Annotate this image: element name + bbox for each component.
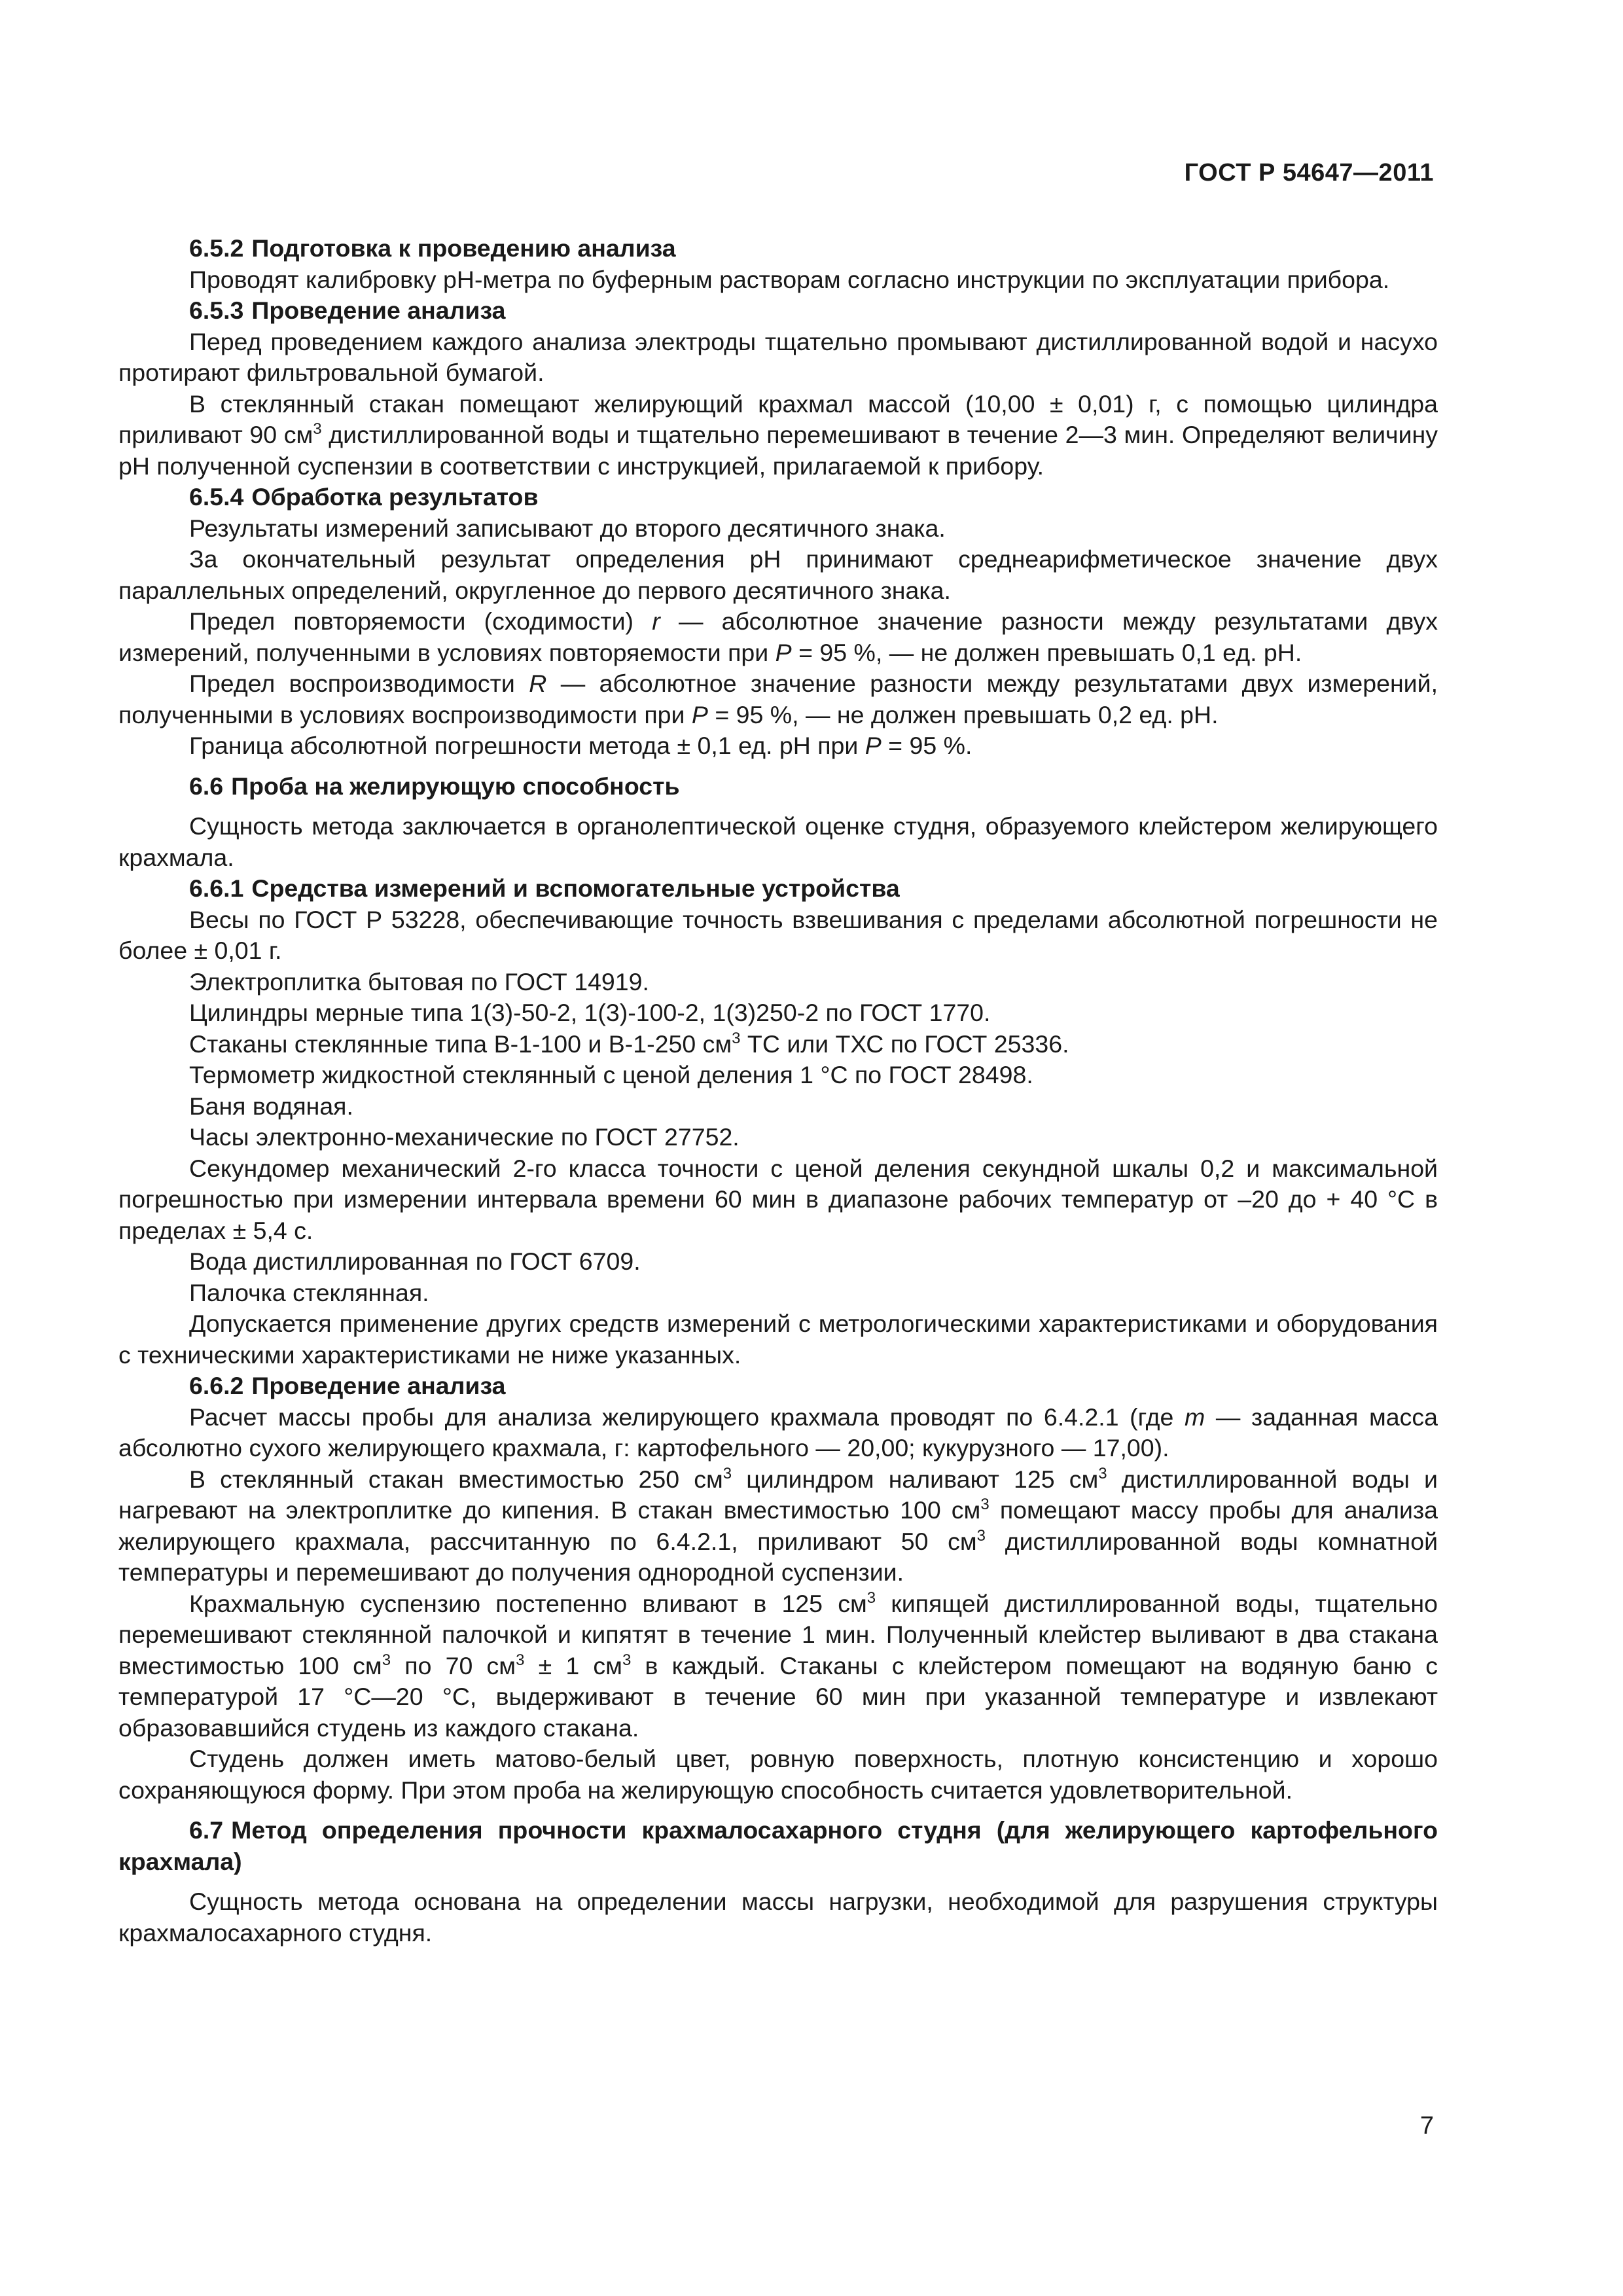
- page-number: 7: [1419, 2112, 1434, 2140]
- section-number: 6.5.4: [189, 483, 244, 511]
- paragraph: [118, 1029, 1438, 1060]
- superscript: 3: [516, 1651, 525, 1669]
- symbol-r: r: [652, 607, 660, 635]
- symbol-p: P: [691, 700, 708, 728]
- superscript: 3: [382, 1651, 391, 1669]
- section-number: 6.7: [189, 1816, 224, 1844]
- paragraph: Часы электронно-механические по ГОСТ 27752.: [189, 1123, 740, 1151]
- symbol-p: P: [865, 732, 882, 759]
- paragraph: Электроплитка бытовая по ГОСТ 14919.: [189, 967, 649, 996]
- text-run: ТС или ТХС по ГОСТ 25336.: [740, 1030, 1069, 1058]
- paragraph: Термометр жидкостной стеклянный с ценой деления 1 °С по ГОСТ 28498.: [189, 1061, 1033, 1088]
- paragraph: Студень должен иметь матово-белый цвет, ровную поверхность, плотную консистенцию и хорошо сохраняющуюся форму. При этом проба на желирующую способность считается удовлетворительной.: [118, 1745, 1438, 1804]
- text-run: в каждый. Стаканы с клейстером помещают на водяную баню с температурой 17 °С—20 °С, выдерживают в течение 60 мин при указанной температуре и извлекают образовавшийся студень из каждого стакана.: [118, 1651, 1438, 1742]
- paragraph: [118, 730, 1438, 762]
- text-run: дистиллированной воды и нагревают на электроплитке до кипения. В стакан вместимостью 100 см: [118, 1465, 1438, 1524]
- text-run: В стеклянный стакан помещают желирующий крахмал массой (10,00 ± 0,01) г, с помощью цилиндра приливают 90 см: [118, 389, 1438, 448]
- text-run: дистиллированной воды и тщательно перемешивают в течение 2—3 мин. Определяют величину pH полученной суспензии в соответствии с инструкцией, прилагаемой к прибору.: [118, 421, 1438, 480]
- text-run: Расчет массы пробы для анализа желирующего крахмала проводят по 6.4.2.1 (где: [189, 1403, 1185, 1431]
- section-title: Средства измерений и вспомогательные устройства: [251, 874, 900, 902]
- paragraph: [118, 668, 1438, 730]
- heading-6-5-2: [118, 233, 1438, 264]
- text-run: — абсолютное значение разности между результатами двух измерений, полученными в условиях воспроизводимости при: [118, 670, 1438, 728]
- text-run: ± 1 см: [524, 1651, 622, 1679]
- paragraph: Перед проведением каждого анализа электроды тщательно промывают дистиллированной водой и насухо протирают фильтровальной бумагой.: [118, 327, 1438, 386]
- section-number: 6.5.3: [189, 296, 244, 324]
- heading-6-6: [118, 771, 1438, 802]
- symbol-r-upper: R: [529, 670, 547, 697]
- superscript: 3: [980, 1496, 990, 1513]
- heading-6-6-1: [118, 873, 1438, 905]
- paragraph: За окончательный результат определения pH принимают среднеарифметическое значение двух параллельных определений, округленное до первого десятичного знака.: [118, 545, 1438, 604]
- text-run: по 70 см: [391, 1651, 516, 1679]
- text-run: цилиндром наливают 125 см: [732, 1465, 1099, 1493]
- superscript: 3: [866, 1588, 876, 1607]
- text-run: — заданная масса абсолютно сухого желирующего крахмала, г: картофельного — 20,00; кукурузного — 17,00).: [118, 1403, 1438, 1462]
- section-title: Проведение анализа: [251, 296, 506, 324]
- paragraph: Вода дистиллированная по ГОСТ 6709.: [189, 1247, 641, 1275]
- text-run: Предел повторяемости (сходимости): [189, 607, 652, 635]
- symbol-m: m: [1185, 1403, 1205, 1431]
- symbol-p: P: [775, 638, 792, 666]
- text-run: дистиллированной воды комнатной температуры и перемешивают до получения однородной суспензии.: [118, 1527, 1438, 1586]
- paragraph: [118, 1402, 1438, 1464]
- section-number: 6.6: [189, 772, 224, 800]
- paragraph: Результаты измерений записывают до второго десятичного знака.: [189, 514, 946, 542]
- paragraph: Сущность метода заключается в органолептической оценке студня, образуемого клейстером желирующего крахмала.: [118, 812, 1438, 871]
- section-title: Проба на желирующую способность: [231, 772, 680, 800]
- section-title: Проведение анализа: [251, 1372, 506, 1399]
- document-id: ГОСТ Р 54647—2011: [1184, 159, 1434, 187]
- paragraph: Весы по ГОСТ Р 53228, обеспечивающие точность взвешивания с пределами абсолютной погрешности не более ± 0,01 г.: [118, 905, 1438, 964]
- section-number: 6.5.2: [189, 234, 244, 262]
- text-run: Предел воспроизводимости: [189, 670, 529, 697]
- text-run: Крахмальную суспензию постепенно вливают в 125 см: [189, 1589, 867, 1617]
- text-run: помещают массу пробы для анализа желирующего крахмала, рассчитанную по 6.4.2.1, приливают 50 см: [118, 1496, 1438, 1555]
- paragraph: Палочка стеклянная.: [189, 1278, 429, 1306]
- paragraph: Секундомер механический 2-го класса точности с ценой деления секундной шкалы 0,2 и максимальной погрешностью при измерении интервала времени 60 мин в диапазоне рабочих температур от –20 до + 40 °С в пределах ± 5,4 с.: [118, 1154, 1438, 1244]
- heading-6-6-2: [118, 1371, 1438, 1402]
- paragraph: [118, 606, 1438, 668]
- heading-6-5-3: [118, 295, 1438, 327]
- superscript: 3: [622, 1651, 632, 1669]
- section-title: Подготовка к проведению анализа: [251, 234, 676, 262]
- superscript: 3: [732, 1029, 741, 1047]
- text-run: В стеклянный стакан вместимостью 250 см: [189, 1465, 723, 1493]
- heading-6-5-4: [118, 482, 1438, 513]
- paragraph: Цилиндры мерные типа 1(3)-50-2, 1(3)-100-2, 1(3)250-2 по ГОСТ 1770.: [189, 999, 991, 1026]
- text-run: кипящей дистиллированной воды, тщательно перемешивают стеклянной палочкой и кипятят в течение 1 мин. Полученный клейстер выливают в два стакана вместимостью 100 см: [118, 1589, 1438, 1679]
- text-run: = 95 %.: [881, 732, 972, 759]
- superscript: 3: [1098, 1464, 1107, 1482]
- document-body: [118, 233, 1438, 1948]
- paragraph: [118, 1464, 1438, 1588]
- section-number: 6.6.2: [189, 1372, 244, 1399]
- text-run: — абсолютное значение разности между результатами двух измерений, полученными в условиях повторяемости при: [118, 607, 1438, 666]
- paragraph: [118, 389, 1438, 482]
- superscript: 3: [976, 1526, 986, 1545]
- section-title: Метод определения прочности крахмалосахарного студня (для желирующего картофельного крахмала): [118, 1816, 1438, 1875]
- section-title: Обработка результатов: [251, 483, 539, 511]
- section-number: 6.6.1: [189, 874, 244, 902]
- superscript: 3: [722, 1464, 732, 1482]
- heading-6-7: [118, 1815, 1438, 1877]
- text-run: Граница абсолютной погрешности метода ± 0,1 ед. pH при: [189, 732, 865, 759]
- paragraph: Баня водяная.: [189, 1092, 353, 1120]
- text-run: = 95 %, — не должен превышать 0,2 ед. pH.: [707, 700, 1219, 728]
- paragraph: [118, 1588, 1438, 1744]
- superscript: 3: [313, 420, 322, 438]
- paragraph: Допускается применение других средств измерений с метрологическими характеристиками и оборудования с техническими характеристиками не ниже указанных.: [118, 1310, 1438, 1369]
- paragraph: Сущность метода основана на определении массы нагрузки, необходимой для разрушения структуры крахмалосахарного студня.: [118, 1888, 1438, 1946]
- text-run: = 95 %, — не должен превышать 0,1 ед. pH.: [791, 638, 1302, 666]
- text-run: Стаканы стеклянные типа В-1-100 и В-1-250 см: [189, 1030, 732, 1058]
- paragraph: Проводят калибровку pH-метра по буферным растворам согласно инструкции по эксплуатации прибора.: [189, 265, 1390, 293]
